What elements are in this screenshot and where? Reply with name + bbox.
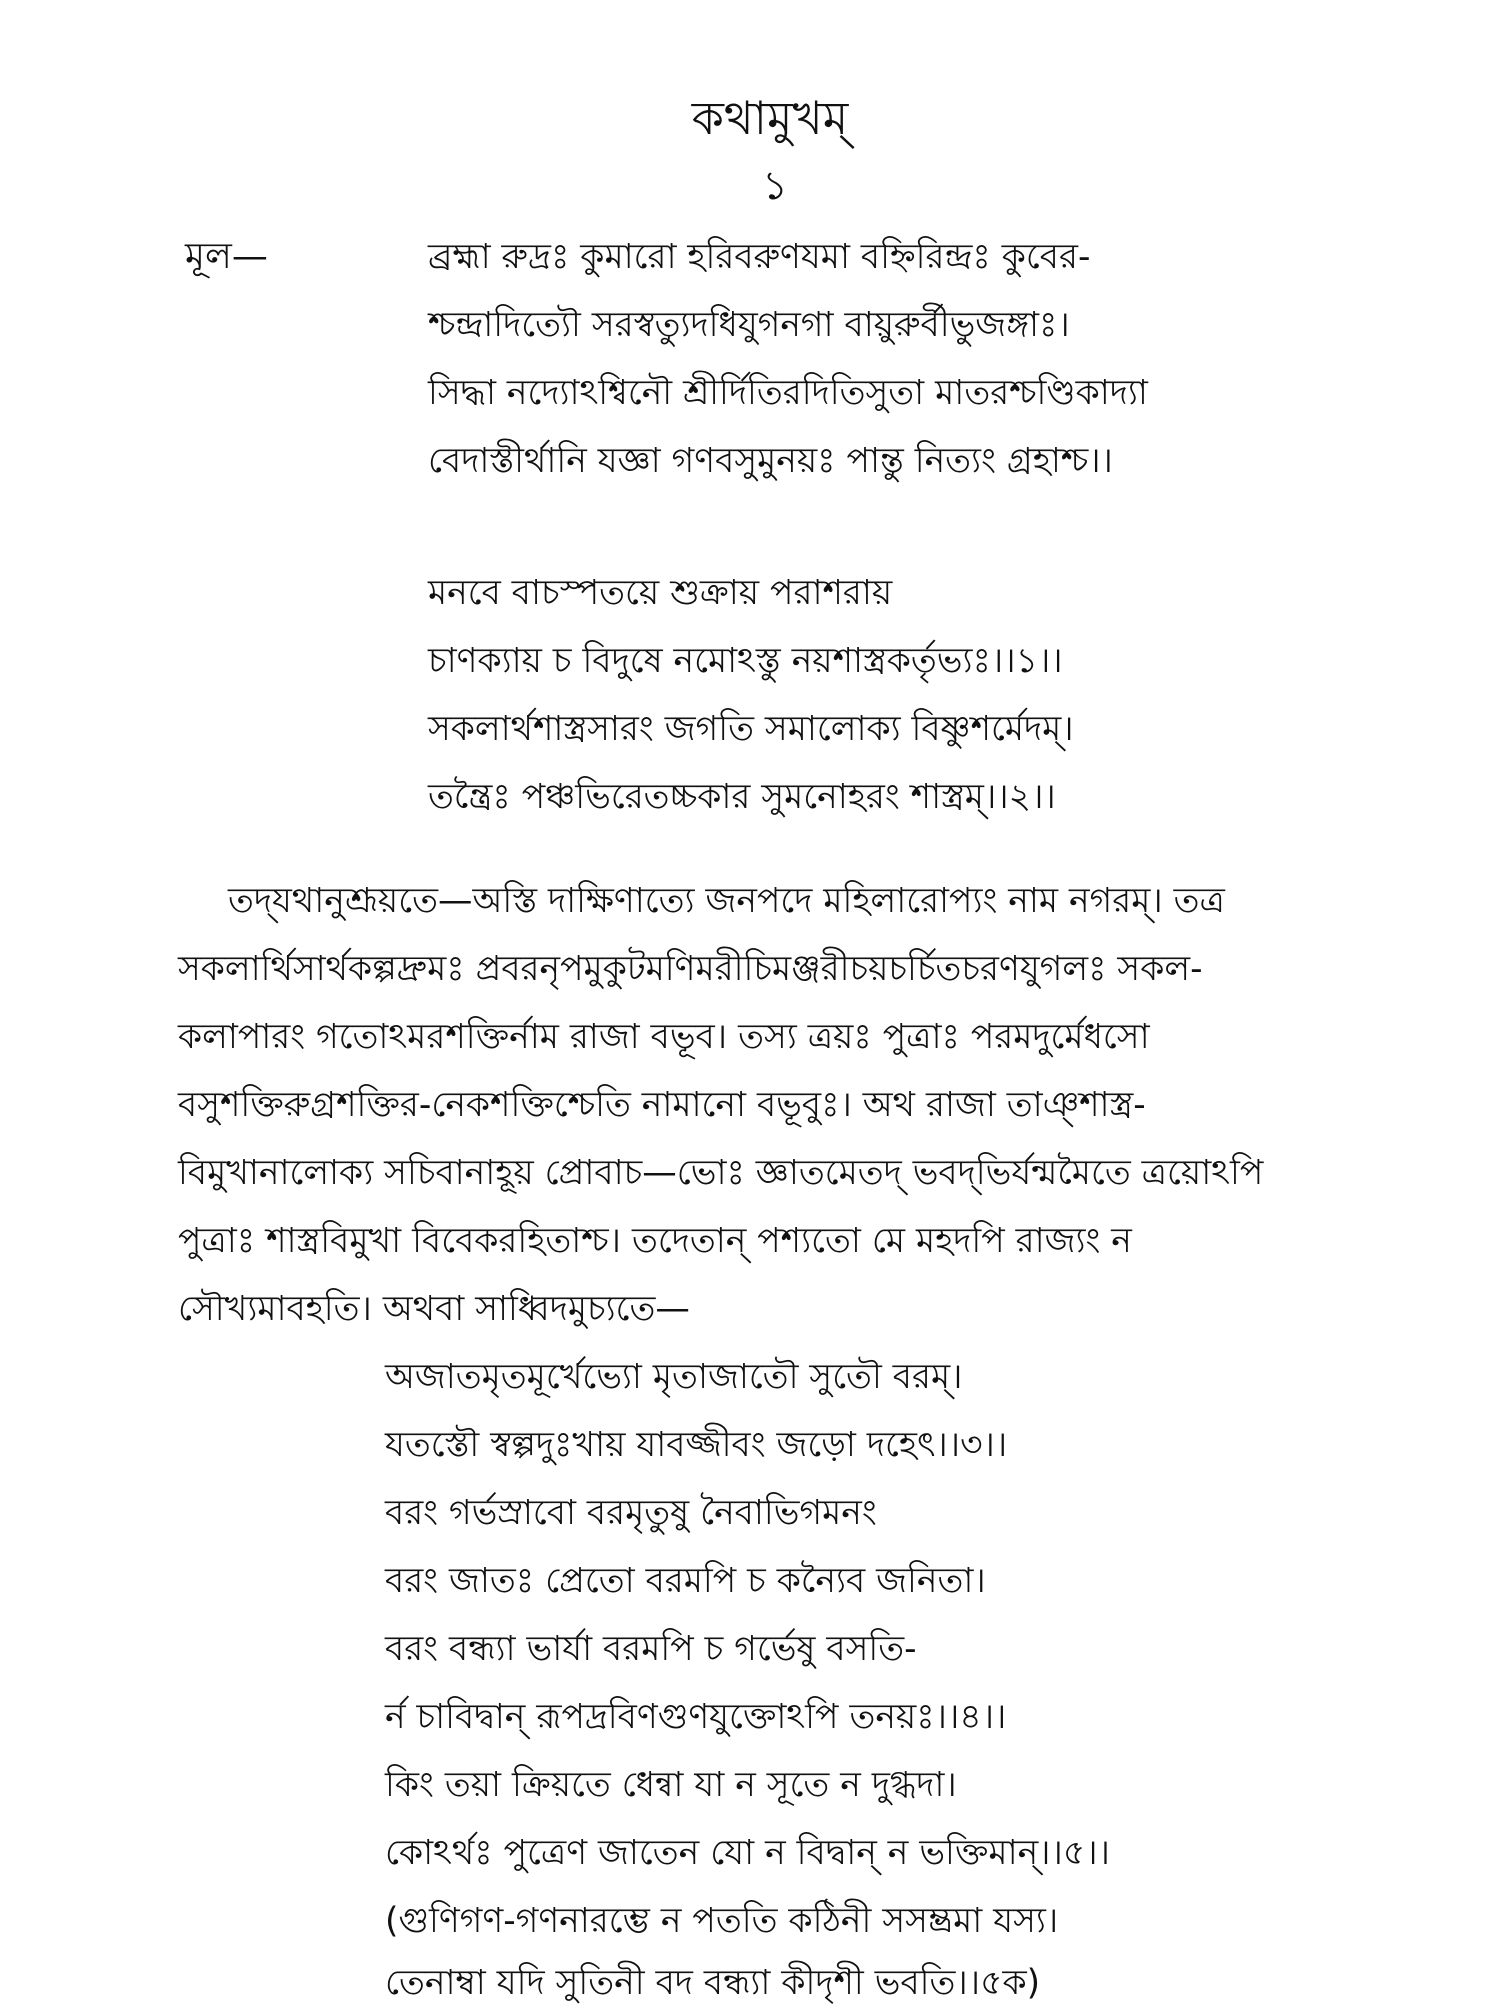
prose-line: সৌখ্যমাবহতি। অথবা সাধ্বিদমুচ্যতে— [178, 1289, 690, 1329]
verse-line: কোঽর্থঃ পুত্রেণ জাতেন যো ন বিদ্বান্‌ ন ভক্তিমান্‌।।৫।। [385, 1833, 1110, 1873]
verse-line: তেনাম্বা যদি সুতিনী বদ বন্ধ্যা কীদৃশী ভবতি।।৫ক) [385, 1963, 1041, 2003]
verse-line: যতস্তৌ স্বল্পদুঃখায় যাবজ্জীবং জড়ো দহেৎ।।৩।। [385, 1425, 1008, 1465]
verse-line: বেদাস্তীর্থানি যজ্ঞা গণবসুমুনয়ঃ পান্তু নিত্যং গ্রহাশ্চ।। [428, 441, 1113, 481]
verse-line: বরং গর্ভস্রাবো বরমৃতুষু নৈবাভিগমনং [385, 1493, 877, 1533]
verse-line: মনবে বাচস্পতয়ে শুক্রায় পরাশরায় [428, 573, 893, 613]
prose-line: তদ্‌যথানুশ্রূয়তে—অস্তি দাক্ষিণাত্যে জনপদে মহিলারোপ্যং নাম নগরম্‌। তত্র [228, 881, 1225, 921]
verse-line: শ্চন্দ্রাদিত্যৌ সরস্বত্যুদধিযুগনগা বায়ুরুর্বীভুজঙ্গাঃ। [428, 305, 1070, 345]
prose-line: পুত্রাঃ শাস্ত্রবিমুখা বিবেকরহিতাশ্চ। তদেতান্‌ পশ্যতো মে মহদপি রাজ্যং ন [178, 1221, 1132, 1261]
verse-line: বরং জাতঃ প্রেতো বরমপি চ কন্যৈব জনিতা। [385, 1561, 986, 1601]
verse-line: কিং তয়া ক্রিয়তে ধেন্বা যা ন সূতে ন দুগ্ধদা। [385, 1765, 957, 1805]
prose-line: বিমুখানালোক্য সচিবানাহূয় প্রোবাচ—ভোঃ জ্ঞাতমেতদ্‌ ভবদ্‌ভির্যন্মমৈতে ত্রয়োঽপি [178, 1153, 1264, 1193]
prose-line: সকলার্থিসার্থকল্পদ্রুমঃ প্রবরনৃপমুকুটমণিমরীচিমঞ্জরীচয়চর্চিতচরণযুগলঃ সকল- [178, 949, 1203, 989]
verse-line: সকলার্থশাস্ত্রসারং জগতি সমালোক্য বিষ্ণুশর্মেদম্‌। [428, 709, 1074, 749]
verse-line: (গুণিগণ-গণনারম্ভে ন পততি কঠিনী সসম্ভ্রমা যস্য। [385, 1901, 1059, 1941]
verse-line: অজাতমৃতমূর্খেভ্যো মৃতাজাতৌ সুতৌ বরম্‌। [385, 1357, 963, 1397]
verse-line: চাণক্যায় চ বিদুষে নমোঽস্তু নয়শাস্ত্রকর্তৃভ্যঃ।।১।। [428, 641, 1063, 681]
verse-line: ব্রহ্মা রুদ্রঃ কুমারো হরিবরুণযমা বহ্নিরিন্দ্রঃ কুবের- [428, 237, 1091, 277]
page-title: কথামুখম্‌ [691, 91, 849, 145]
mul-label: মূল— [185, 236, 268, 277]
verse-line: র্ন চাবিদ্বান্‌ রূপদ্রবিণগুণযুক্তোঽপি তনয়ঃ।।৪।। [385, 1697, 1007, 1737]
section-number: ১ [762, 163, 788, 209]
prose-line: কলাপারং গতোঽমরশক্তির্নাম রাজা বভূব। তস্য ত্রয়ঃ পুত্রাঃ পরমদুর্মেধসো [178, 1017, 1150, 1057]
prose-line: বসুশক্তিরুগ্রশক্তির-নেকশক্তিশ্চেতি নামানো বভূবুঃ। অথ রাজা তাঞ্‌শাস্ত্র- [178, 1085, 1146, 1125]
verse-line: সিদ্ধা নদ্যোঽশ্বিনৌ শ্রীর্দিতিরদিতিসুতা মাতরশ্চণ্ডিকাদ্যা [428, 373, 1148, 413]
verse-line: তন্ত্রৈঃ পঞ্চভিরেতচ্চকার সুমনোহরং শাস্ত্রম্‌।।২।। [428, 777, 1056, 817]
verse-line: বরং বন্ধ্যা ভার্যা বরমপি চ গর্ভেষু বসতি- [385, 1629, 917, 1669]
